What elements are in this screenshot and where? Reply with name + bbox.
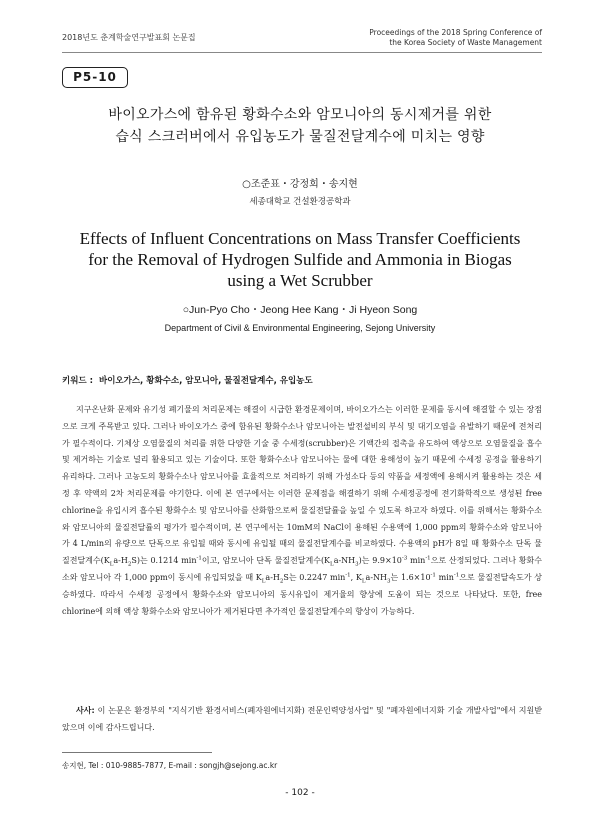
english-title-line3: using a Wet Scrubber [227, 271, 373, 290]
superscript: -1 [425, 555, 431, 562]
body-text-part: , K [350, 572, 362, 582]
superscript: -1 [196, 555, 202, 562]
body-text-part: 는 1.6×10 [390, 572, 431, 582]
korean-title-line2: 습식 스크러버에서 유입농도가 물질전달계수에 미치는 영향 [115, 129, 485, 145]
korean-authors: ○조준표・강정희・송지현 [242, 179, 358, 190]
body-text-part: min [407, 556, 426, 566]
subscript: 3 [355, 561, 359, 568]
english-affiliation: Department of Civil & Environmental Engineering, Sejong University [164, 323, 436, 333]
page-number: - 102 - [285, 788, 315, 798]
abstract-body [62, 402, 542, 620]
footnote-divider [62, 752, 212, 753]
running-header-right [282, 28, 542, 48]
korean-title-line1: 바이오가스에 함유된 황화수소와 암모니아의 동시제거를 위한 [108, 107, 492, 123]
body-text-part: S는 0.2247 min [283, 572, 346, 582]
body-text-part: )는 9.9×10 [358, 556, 402, 566]
body-text-part: 지구온난화 문제와 유기성 폐기물의 처리문제는 해결이 시급한 환경문제이며, 바이오가스는 이러한 문제를 동시에 해결할 수 있는 장점으로 크게 주목받고 있다. 그러나 바이오가스 중에 함유된 황화수소나 암모니아는 발전설비의 부식 및 대기오염을 유발하기 때문에 전처리가 필수적이다. 기체상 오염물질의 처리를 위한 다양한 기술 중 수세정(scrubber)은 기액간의 접촉을 유도하여 액상으로 오염물질을 흡수 및 제거하는 기술로 널리 활용되고 있는 기술이다. 또한 황화수소나 암모니아는 물에 대한 용해성이 높기 때문에 수세정 공정을 활용하기 유리하다. 그러나 고농도의 황화수소나 암모니아를 효율적으로 처리하기 위해 가성소다 등의 약품을 세정액에 용해시켜 활용하는 것은 세정 후 약액의 2차 처리문제를 야기한다. 이에 본 연구에서는 이러한 문제점을 해결하기 위해 수세정공정에 전기화학적으로 생성된 free chlorine을 유입시켜 흡수된 황화수소 및 암모니아를 산화함으로써 물질전달률을 높일 수 있도록 하고자 하였다. 이를 위해서는 황화수소와 암모니아의 물질전달률의 평가가 필수적이며, 본 연구에서는 10mM의 NaCl이 용해된 수용액에 1,000 ppm의 황화수소와 암모니아가 4 L/min의 유량으로 단독으로 유입될 때와 동시에 유입될 때의 물질전달계수를 비교하였다. 수용액의 pH가 8일 때 황화수소 단독 물질전달계수(K [62, 405, 542, 566]
subscript: L [330, 561, 334, 568]
body-text-part: min [435, 572, 454, 582]
body-text-part: a-H [265, 572, 280, 582]
corresponding-author-footnote: 송지현, Tel : 010-9885-7877, E-mail : songjh@sejong.ac.kr [62, 761, 278, 770]
korean-affiliation: 세종대학교 건설환경공학과 [249, 197, 351, 207]
body-text-part: 으로 산정되었다. 그러나 황화수소와 암모니아 각 1,000 ppm이 동시에 유입되었을 때 K [62, 556, 543, 582]
english-authors: ○Jun-Pyo Cho・Jeong Hee Kang・Ji Hyeon Song [182, 304, 418, 316]
keywords-text: 바이오가스, 황화수소, 암모니아, 물질전달계수, 유입농도 [99, 376, 313, 386]
body-text-part: a-NH [365, 572, 387, 582]
superscript: -1 [430, 572, 436, 579]
body-text-part: a-H [113, 556, 128, 566]
subscript: 3 [387, 578, 391, 585]
subscript: 2 [127, 561, 132, 568]
superscript: -3 [401, 555, 408, 562]
body-text-part: 이고, 암모니아 단독 물질전달계수(K [201, 556, 331, 566]
header-divider [62, 52, 542, 53]
acknowledgement [62, 703, 542, 736]
acknowledgement-text: 이 논문은 환경부의 "지식기반 환경서비스(폐자원에너지화) 전문인력양성사업" 및 "폐자원에너지화 기술 개발사업"에서 지원받았으며 이에 감사드립니다. [62, 706, 542, 732]
keywords-label: 키워드 : [62, 376, 93, 386]
running-header-right-line2: the Korea Society of Waste Management [389, 38, 542, 47]
body-text-part: S)는 0.1214 min [131, 556, 197, 566]
subscript: L [109, 561, 114, 568]
subscript: L [261, 578, 266, 585]
body-text-part: 으로 물질전달속도가 상승하였다. 따라서 수세정 공정에서 황화수소와 암모니아의 동시유입이 제거율의 향상에 도움이 되는 것으로 나타났다. 또한, free chlorine에 의해 액상 황화수소와 암모니아가 제거된다면 추가적인 물질전달계수의 향상이 가능하다. [62, 572, 542, 616]
superscript: -1 [453, 572, 460, 579]
keywords [62, 374, 542, 386]
english-title [40, 228, 560, 291]
superscript: -1 [345, 572, 351, 579]
english-title-line1: Effects of Influent Concentrations on Mass Transfer Coefficients [79, 229, 521, 248]
running-header-left: 2018년도 춘계학술연구발표회 논문집 [62, 33, 196, 42]
acknowledgement-label: 사사: [76, 706, 95, 715]
paper-code-badge: P5-10 [62, 67, 128, 88]
subscript: L [361, 578, 366, 585]
subscript: 2 [279, 578, 284, 585]
english-title-line2: for the Removal of Hydrogen Sulfide and Ammonia in Biogas [88, 250, 512, 269]
korean-title [40, 104, 560, 148]
running-header-right-line1: Proceedings of the 2018 Spring Conference of [369, 28, 542, 37]
body-text-part: a-NH [333, 556, 356, 566]
